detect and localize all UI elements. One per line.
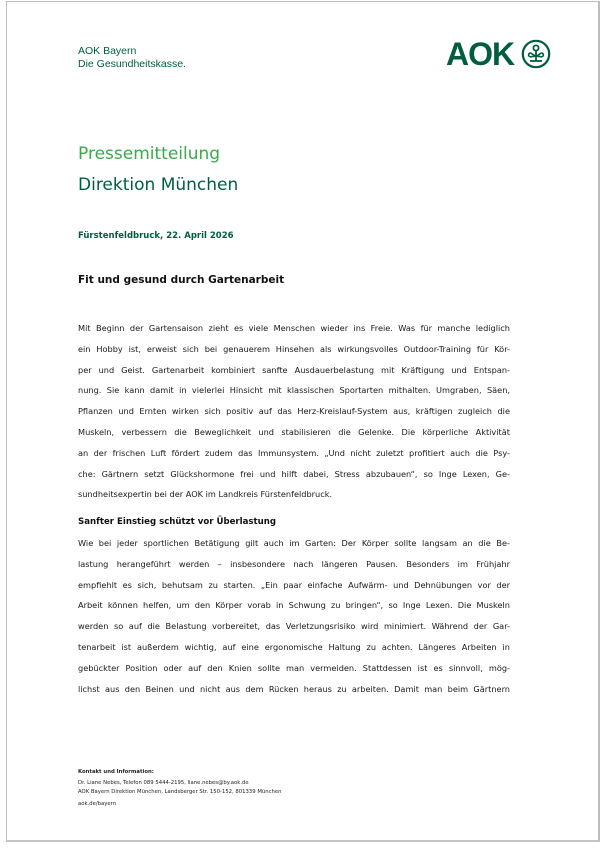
text-line: lichst aus den Beinen und nicht aus dem Rücken heraus zu arbeiten. Damit man beim Gärtnern bbox=[78, 683, 510, 694]
text-line: che: Gärtnern setzt Glückshormone frei und hilft dabei, Stress abzubauen“, so Inge Lexen, Ge- bbox=[78, 468, 510, 479]
brand-block bbox=[78, 45, 186, 71]
contact-block bbox=[78, 768, 282, 809]
tagline: Die Gesundheitskasse. bbox=[78, 58, 186, 70]
text-line: Muskeln, verbessern die Beweglichkeit und stabilisieren die Gelenke. Die körperliche Aktivität bbox=[78, 426, 510, 437]
text-line: tenarbeit ist außerdem wichtig, auf eine ergonomische Haltung zu achten. Längeres Arbeiten in bbox=[78, 641, 510, 652]
aok-tree-emblem-icon bbox=[521, 39, 551, 69]
subheading: Sanfter Einstieg schützt vor Überlastung bbox=[78, 517, 277, 527]
website-link[interactable]: aok.de/bayern bbox=[78, 801, 117, 807]
contact-label: Kontakt und Information: bbox=[78, 769, 154, 775]
text-line: lastung herangeführt werden – insbesondere nach längeren Pausen. Besonders im Frühjahr bbox=[78, 558, 510, 569]
text-line: nung. Sie kann damit in vielerlei Hinsicht mit klassischen Sportarten mithalten. Umgraben, Säen, bbox=[78, 385, 510, 396]
contact-address: AOK Bayern Direktion München, Landsberger Str. 150-152, 801339 München bbox=[78, 789, 282, 795]
text-line: werden so auf die Belastung vorbereitet, das Verletzungsrisiko wird minimiert. Während der Gar- bbox=[78, 621, 510, 632]
text-line: empfiehlt es sich, behutsam zu starten. „Ein paar einfache Aufwärm- und Dehnübungen vor der bbox=[78, 579, 510, 590]
press-release-title: Pressemitteilung bbox=[78, 144, 221, 164]
text-line: per und Geist. Gartenarbeit kombiniert sanfte Ausdauerbelastung mit Kräftigung und Entspan- bbox=[78, 364, 510, 375]
dateline: Fürstenfeldbruck, 22. April 2026 bbox=[78, 231, 234, 241]
org-name: AOK Bayern bbox=[78, 45, 137, 57]
text-line: Mit Beginn der Gartensaison zieht es viele Menschen wieder ins Freie. Was für manche lediglich bbox=[78, 323, 510, 333]
logo-text: AOK bbox=[446, 36, 515, 72]
text-line: Wie bei jeder sportlichen Betätigung gilt auch im Garten: Der Körper sollte langsam an die Be- bbox=[78, 538, 510, 548]
text-line: ein Hobby ist, erweist sich bei genauerem Hinsehen als wirkungsvolles Outdoor-Training für Kör- bbox=[78, 343, 510, 354]
text-line: Arbeit können helfen, um den Körper vorab in Schwung zu bringen“, so Inge Lexen. Die Muskeln bbox=[78, 600, 510, 611]
headline: Fit und gesund durch Gartenarbeit bbox=[78, 274, 285, 286]
text-line: gebückter Position oder auf den Knien sollte man vermeiden. Stattdessen ist es sinnvoll, mög- bbox=[78, 662, 510, 673]
contact-person: Dr. Liane Nebes, Telefon 089 5444-2195, liane.nebes@by.aok.de bbox=[78, 780, 249, 786]
aok-logo bbox=[446, 38, 551, 70]
text-line: sundheitsexpertin bei der AOK im Landkreis Fürstenfeldbruck. bbox=[78, 489, 333, 500]
paragraph-1 bbox=[78, 318, 510, 505]
directorate-title: Direktion München bbox=[78, 175, 239, 195]
text-line: an der frischen Luft fördert zudem das Immunsystem. „Und nicht zuletzt profitiert auch die Psy- bbox=[78, 447, 510, 458]
paragraph-2 bbox=[78, 533, 510, 699]
text-line: Pflanzen und Ernten wirken sich positiv auf das Herz-Kreislauf-System aus, kräftigen zugleich die bbox=[78, 406, 510, 417]
